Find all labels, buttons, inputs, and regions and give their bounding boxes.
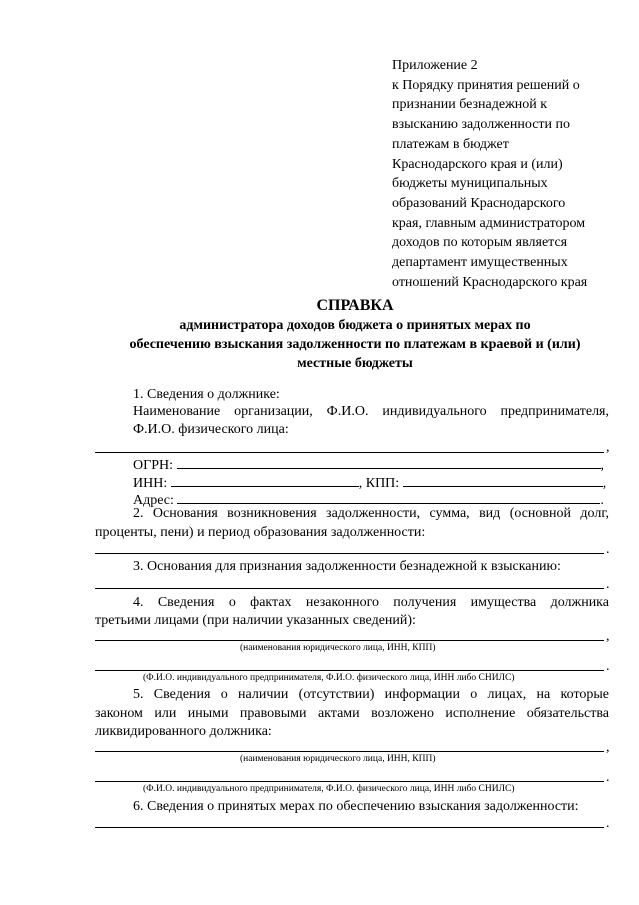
- appendix-line: доходов по которым является: [392, 235, 568, 251]
- section1-name-label: [133, 402, 609, 421]
- ogrn-label: ОГРН:: [133, 458, 173, 473]
- comma: ,: [606, 440, 610, 455]
- comma: ,: [602, 476, 607, 491]
- section4-line2: третьими лицами (при наличии указанных сведений):: [95, 613, 416, 628]
- section5-line3: ликвидированного должника:: [95, 724, 272, 739]
- appendix-line: платежам в бюджет: [392, 136, 509, 152]
- section5-line2: законом или иными правовыми актами возложено исполнение обязательства: [95, 706, 609, 721]
- section2-field[interactable]: [95, 553, 604, 554]
- section4-caption-person: (Ф.И.О. индивидуального предпринимателя, Ф.И.О. физического лица, ИНН либо СНИЛС): [143, 673, 515, 683]
- comma: ,: [600, 458, 604, 473]
- section4-person-field[interactable]: [95, 670, 604, 671]
- appendix-line: образований Краснодарского: [392, 195, 566, 211]
- inn-label: ИНН:: [133, 476, 168, 491]
- section3-line1: 3. Основания для признания задолженности безнадежной к взысканию:: [133, 559, 561, 574]
- appendix-line: к Порядку принятия решений о: [392, 77, 580, 93]
- section1-heading: 1. Сведения о должнике:: [133, 387, 280, 402]
- ogrn-field[interactable]: [177, 454, 601, 469]
- inn-field[interactable]: [171, 472, 359, 487]
- period: .: [606, 770, 610, 785]
- appendix-line: признании безнадежной к: [392, 97, 548, 113]
- appendix-line: Краснодарского края и (или): [392, 156, 563, 172]
- section6-line1: 6. Сведения о принятых мерах по обеспечению взыскания задолженности:: [133, 799, 579, 814]
- period: .: [606, 659, 610, 674]
- period: .: [606, 816, 610, 831]
- title-line: администратора доходов бюджета о принятых мерах по: [179, 318, 531, 333]
- period: .: [606, 542, 610, 557]
- appendix-line: Приложение 2: [392, 58, 478, 73]
- section4-line1: 4. Сведения о фактах незаконного получения имущества должника: [133, 595, 609, 610]
- title-heading: СПРАВКА: [316, 297, 394, 314]
- kpp-field[interactable]: [403, 472, 603, 487]
- title-line: местные бюджеты: [297, 356, 413, 371]
- section3-field[interactable]: [95, 588, 604, 589]
- section5-caption-legal: (наименования юридического лица, ИНН, КПП): [240, 754, 436, 764]
- period: .: [600, 493, 604, 508]
- section5-text-a: [133, 685, 609, 704]
- section5-line1: 5. Сведения о наличии (отсутствии) информации о лицах, на которые: [133, 687, 609, 702]
- section5-person-field[interactable]: [95, 781, 604, 782]
- section5-text-b: [95, 704, 609, 723]
- document-title: [60, 296, 639, 373]
- address-label: Адрес:: [133, 493, 174, 508]
- appendix-line: бюджеты муниципальных: [392, 176, 548, 192]
- section1-name-line1: Наименование организации, Ф.И.О. индивидуального предпринимателя,: [133, 404, 609, 419]
- section4-legal-field[interactable]: [95, 640, 604, 641]
- section5-caption-person: (Ф.И.О. индивидуального предпринимателя, Ф.И.О. физического лица, ИНН либо СНИЛС): [143, 784, 515, 794]
- section4-caption-legal: (наименования юридического лица, ИНН, КПП): [240, 643, 436, 653]
- section2-line1: 2. Основания возникновения задолженности, сумма, вид (основной долг,: [133, 506, 609, 521]
- section2-line2: проценты, пени) и период образования задолженности:: [95, 525, 426, 540]
- section1-name-line2: Ф.И.О. физического лица:: [133, 422, 289, 437]
- comma: ,: [606, 740, 610, 755]
- section5-legal-field[interactable]: [95, 751, 604, 752]
- appendix-line: департамент имущественных: [392, 255, 568, 271]
- appendix-line: взысканию задолженности по: [392, 117, 571, 133]
- title-line: обеспечению взыскания задолженности по платежам в краевой и (или): [129, 337, 581, 352]
- appendix-line: края, главным администратором: [392, 215, 586, 231]
- appendix-block: [392, 56, 632, 292]
- period: .: [606, 577, 610, 592]
- comma: ,: [606, 629, 610, 644]
- address-field[interactable]: [177, 489, 600, 504]
- debtor-name-field[interactable]: [95, 452, 604, 453]
- section4-text: [133, 593, 609, 612]
- kpp-label: , КПП:: [358, 476, 400, 491]
- section6-field[interactable]: [95, 827, 604, 828]
- appendix-line: отношений Краснодарского края: [392, 274, 588, 290]
- section2-text: [133, 504, 609, 523]
